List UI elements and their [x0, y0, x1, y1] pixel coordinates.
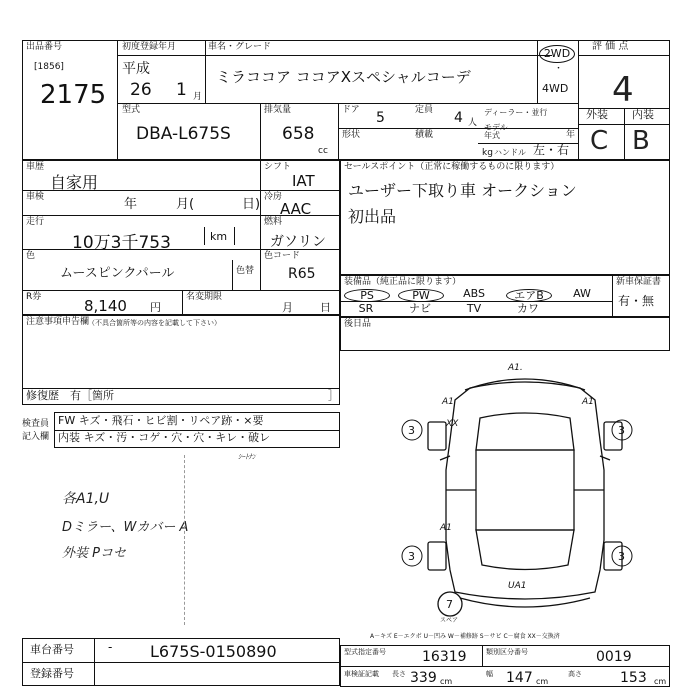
- reg-year: 26: [130, 80, 152, 100]
- color-code-label: 色コード: [264, 251, 301, 261]
- wid-label: 幅: [486, 670, 493, 678]
- equipment-item: PW: [398, 289, 444, 302]
- wid-value: 147: [506, 670, 533, 686]
- drive-dot: ・: [554, 64, 564, 74]
- hgt-unit: cm: [654, 677, 667, 686]
- inspector-label1: 検査員: [22, 419, 50, 429]
- int-grade: B: [632, 126, 650, 156]
- chassis-label: 車台番号: [30, 643, 74, 656]
- model-value: DBA-L675S: [136, 124, 231, 144]
- hgt-value: 153: [620, 670, 647, 686]
- handle-label: ハンドル: [494, 148, 526, 157]
- ext-label: 外装: [586, 108, 608, 121]
- svg-text:3: 3: [618, 550, 625, 563]
- equipment-item: AW: [573, 287, 591, 300]
- type-spec-value: 16319: [422, 649, 467, 665]
- chassis-dash: -: [108, 640, 113, 654]
- lot-number: 2175: [40, 80, 107, 110]
- recycle-unit: 円: [150, 301, 161, 314]
- equipment-label: 装備品（純正品に限ります）: [344, 277, 462, 287]
- mileage-unit: km: [210, 230, 228, 243]
- equipment-item: カワ: [517, 302, 539, 315]
- model-label: 型式: [122, 105, 141, 115]
- mark-a1-rf: A1: [582, 397, 594, 407]
- mileage-value: 10万3千753: [72, 233, 171, 253]
- recycle-label: R券: [26, 292, 42, 302]
- equipment-item: エアB: [506, 289, 552, 302]
- mark-ua1: UA1: [508, 581, 527, 591]
- title-month: 月: [282, 301, 293, 314]
- inspection-month: 月(: [176, 197, 195, 212]
- repair-value: 有［箇所: [70, 389, 114, 402]
- equipment-item: SR: [358, 302, 374, 315]
- equipment-item: TV: [466, 302, 482, 315]
- class-value: 0019: [596, 649, 632, 665]
- equipment-item: ナビ: [409, 302, 431, 315]
- capacity-label: 定員: [415, 105, 434, 115]
- recycle-value: 8,140: [84, 297, 127, 315]
- wid-unit: cm: [536, 677, 549, 686]
- doors-label: ドア: [342, 105, 360, 115]
- svg-text:3: 3: [618, 424, 625, 437]
- lot-label: 出品番号: [26, 42, 63, 52]
- era: 平成: [122, 61, 150, 77]
- displacement-label: 排気量: [264, 105, 292, 115]
- len-unit: cm: [440, 677, 453, 686]
- loading-unit: kg: [482, 148, 493, 158]
- sales-point-line1: ユーザー下取り車 オークション: [348, 181, 577, 200]
- mark-a1-lr: A1: [440, 523, 452, 533]
- ac-value: AAC: [280, 200, 312, 218]
- sales-point-line2: 初出品: [348, 207, 397, 226]
- model-year-label: モデル 年式: [484, 123, 508, 140]
- equipment-item: PS: [344, 289, 390, 302]
- ext-grade: C: [590, 126, 609, 156]
- hgt-label: 高さ: [568, 670, 582, 678]
- svg-text:3: 3: [408, 550, 415, 563]
- handwritten-line3: 外装 Pコセ: [62, 546, 126, 561]
- reg-month-unit: 月: [193, 92, 203, 102]
- handwritten-line1: 各A1,U: [62, 491, 110, 507]
- color-code-value: R65: [288, 266, 316, 282]
- eval-score: 4: [612, 70, 634, 110]
- notes-sub: （不具合箇所等の内容を記載して下さい）: [88, 319, 221, 327]
- mileage-label: 走行: [26, 217, 45, 227]
- displacement-value: 658: [282, 124, 315, 144]
- fuel-value: ガソリン: [270, 234, 326, 250]
- handle-value: 左・右: [533, 143, 570, 157]
- shape-label: 形状: [342, 130, 361, 140]
- len-value: 339: [410, 670, 437, 686]
- displacement-unit: cc: [318, 146, 328, 156]
- reg-month: 1: [176, 80, 187, 100]
- first-reg-label: 初度登録年月: [122, 42, 177, 52]
- model-year-unit: 年: [566, 130, 576, 140]
- repair-label: 修復歴: [26, 389, 59, 402]
- loading-label: 積載: [415, 130, 434, 140]
- shift-value: IAT: [292, 172, 315, 190]
- sales-point-label: セールスポイント（正常に稼働するものに限ります）: [344, 162, 560, 172]
- dealer-label: ディーラー・並行: [484, 108, 548, 117]
- warranty-value: 有・無: [618, 294, 655, 308]
- int-label: 内装: [632, 108, 654, 121]
- color-change-label: 色替: [236, 266, 255, 276]
- inspection-label: 車検: [26, 192, 45, 202]
- mark-xx: XX: [446, 419, 459, 429]
- svg-text:スペア: スペア: [440, 617, 459, 624]
- registration-label: 登録番号: [30, 667, 74, 680]
- ac-label: 冷房: [264, 192, 283, 202]
- car-name: ミラココア ココアXスペシャルコーデ: [216, 68, 471, 86]
- shift-label: シフト: [264, 162, 292, 172]
- type-spec-label: 型式指定番号: [344, 648, 386, 656]
- notes-label: 注意事項申告欄: [26, 317, 90, 327]
- drive-4wd: 4WD: [542, 82, 569, 95]
- fuel-label: 燃料: [264, 217, 283, 227]
- drive-2wd-circle: 2WD: [539, 45, 575, 63]
- color-label: 色: [26, 251, 36, 261]
- title-day: 日: [320, 301, 331, 314]
- dims-label: 車検証記載: [344, 670, 379, 678]
- class-label: 類別区分番号: [486, 648, 528, 656]
- warranty-label: 新車保証書: [616, 277, 662, 287]
- aftersale-frame: [340, 317, 670, 351]
- car-label: 車名・グレード: [208, 42, 272, 52]
- title-change-label: 名変期限: [186, 292, 223, 302]
- inspector-note: ｼｰﾄﾅﾝ: [238, 453, 256, 461]
- aftersale-label: 後日品: [344, 319, 372, 329]
- equipment-item: ABS: [463, 287, 485, 300]
- chassis-value: L675S-0150890: [150, 642, 277, 661]
- color-value: ムースピンクパール: [60, 266, 175, 281]
- svg-text:3: 3: [408, 424, 415, 437]
- repair-close: ］: [328, 389, 339, 402]
- capacity-unit: 人: [468, 118, 478, 128]
- inspector-row1: FW キズ・飛石・ヒビ割・リペア跡・×要: [58, 414, 264, 427]
- car-damage-diagram: [390, 360, 660, 624]
- body-type-value: 自家用: [50, 173, 99, 192]
- body-type-label: 車歴: [26, 162, 45, 172]
- eval-label: 評 価 点: [592, 41, 629, 52]
- inspection-year: 年: [124, 197, 138, 212]
- doors-value: 5: [376, 110, 385, 126]
- diagram-legend: A－キズ E－エクボ U－凹み W－補修跡 S－サビ C－腐食 XX－交換済: [370, 633, 560, 640]
- handwritten-line2: Dミラー、Wカバー A: [62, 520, 189, 535]
- inspector-label2: 記入欄: [22, 432, 50, 442]
- mark-a1-hood: A1.: [508, 363, 523, 373]
- svg-text:7: 7: [446, 598, 453, 611]
- inspector-row2: 内装 キズ・汚・コゲ・穴・穴・キレ・破レ: [58, 431, 271, 444]
- lot-sub: [1856]: [34, 62, 64, 72]
- len-label: 長さ: [392, 670, 406, 678]
- capacity-value: 4: [454, 110, 463, 126]
- mark-a1-lf: A1: [442, 397, 454, 407]
- inspection-day: 日): [242, 197, 261, 212]
